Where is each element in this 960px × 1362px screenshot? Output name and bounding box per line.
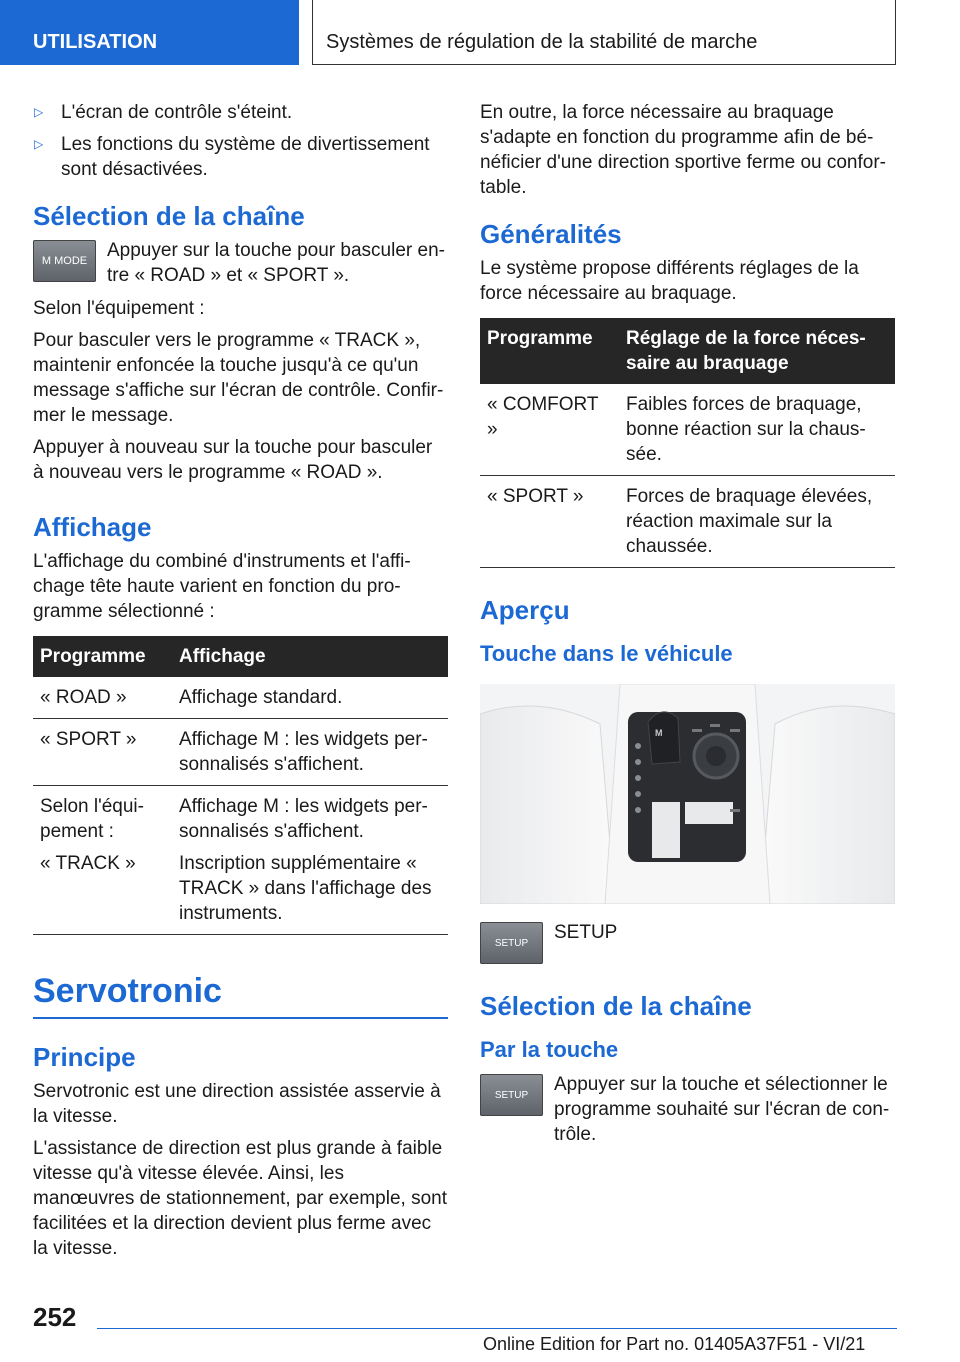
center-console-image [480, 684, 895, 904]
cell-text: Inscription supplémentaire « TRACK » dans l'affichage des instruments. [179, 853, 432, 924]
setup-instruction [480, 1072, 895, 1147]
table-cell: « SPORT » [480, 476, 619, 568]
paragraph: L'affichage du combiné d'instruments et l'affi-chage tête haute varient en fonction du pro-gramme sélectionné : [33, 551, 411, 622]
cell-text: « TRACK » [40, 853, 136, 874]
table-row [33, 719, 448, 786]
list-item-text: L'écran de contrôle s'éteint. [61, 102, 293, 123]
chapter-tab[interactable]: UTILISATION [0, 0, 299, 65]
table-cell: « SPORT » [33, 719, 172, 786]
table-header: Réglage de la force néces-saire au braquage [619, 318, 895, 384]
table-header: Programme [480, 318, 619, 384]
setup-button-icon: SETUP [480, 1074, 543, 1116]
section-title: Systèmes de régulation de la stabilité de marche [312, 0, 896, 65]
table-row [33, 786, 448, 935]
cell-text: Selon l'équi-pement : [40, 796, 144, 842]
table-row [33, 677, 448, 719]
paragraph: L'assistance de direction est plus grande à faible vitesse qu'à vitesse élevée. Ainsi, les manœuvres de stationnement, par exemple, sont facilitées et la direction devient plus ferme avec la vitesse. [33, 1138, 447, 1259]
heading-affichage: Affichage [33, 512, 152, 542]
affichage-table [33, 636, 448, 935]
heading-par-la-touche: Par la touche [480, 1037, 619, 1062]
table-cell: « COMFORT » [480, 384, 619, 476]
mmode-instruction [33, 238, 448, 288]
heading-apercu: Aperçu [480, 595, 570, 625]
setup-key-row [480, 920, 895, 964]
table-cell: « ROAD » [33, 677, 172, 719]
right-column [480, 100, 895, 1155]
list-item-text: Les fonctions du système de divertissement sont désactivées. [61, 134, 430, 180]
paragraph: En outre, la force nécessaire au braquage s'adapte en fonction du programme afin de bé-néficier d'une direction sportive ferme ou confor-table. [480, 102, 886, 198]
page-number: 252 [33, 1302, 77, 1332]
triangle-bullet-icon: ▷ [34, 105, 44, 119]
triangle-bullet-icon: ▷ [34, 137, 44, 151]
setup-button-icon: SETUP [480, 922, 543, 964]
table-cell: Faibles forces de braquage, bonne réaction sur la chaus-sée. [619, 384, 895, 476]
heading-selection-chaine: Sélection de la chaîne [33, 201, 305, 231]
center-console-illustration [480, 684, 895, 904]
table-row [480, 476, 895, 568]
table-cell [172, 786, 448, 935]
list-item [33, 132, 448, 182]
heading-principe: Principe [33, 1042, 136, 1072]
footer-divider [97, 1328, 897, 1329]
mmode-text: Appuyer sur la touche pour basculer en-tre « ROAD » et « SPORT ». [107, 240, 445, 286]
table-cell: Affichage standard. [172, 677, 448, 719]
svg-text:M: M [655, 728, 663, 738]
list-item [33, 100, 448, 125]
table-cell: Forces de braquage élevées, réaction maximale sur la chaussée. [619, 476, 895, 568]
paragraph: Servotronic est une direction assistée asservie à la vitesse. [33, 1081, 441, 1127]
setup-text: Appuyer sur la touche et sélectionner le programme souhaité sur l'écran de con-trôle. [554, 1074, 890, 1145]
table-row [480, 384, 895, 476]
paragraph: Appuyer à nouveau sur la touche pour basculer à nouveau vers le programme « ROAD ». [33, 437, 433, 483]
heading-selection-chaine-right: Sélection de la chaîne [480, 991, 752, 1021]
footer-edition: Online Edition for Part no. 01405A37F51 - VI/21 [483, 1334, 866, 1354]
table-cell [33, 786, 172, 935]
table-header: Programme [33, 636, 172, 677]
table-cell: Affichage M : les widgets per-sonnalisés s'affichent. [172, 719, 448, 786]
cell-text: Affichage M : les widgets per-sonnalisés s'affichent. [179, 796, 428, 842]
table-header: Affichage [172, 636, 448, 677]
force-table [480, 318, 895, 568]
heading-generalites: Généralités [480, 219, 622, 249]
paragraph: Le système propose différents réglages de la force nécessaire au braquage. [480, 258, 859, 304]
left-column [33, 100, 448, 1268]
paragraph: Selon l'équipement : [33, 298, 205, 319]
heading-touche-vehicule: Touche dans le véhicule [480, 641, 733, 666]
paragraph: Pour basculer vers le programme « TRACK », maintenir enfoncée la touche jusqu'à ce qu'un message s'affiche sur l'écran de contrôle. Confir-mer le message. [33, 330, 444, 426]
setup-label: SETUP [554, 922, 618, 943]
heading-servotronic: Servotronic [33, 971, 448, 1019]
m-mode-button-icon: M MODE [33, 240, 96, 282]
